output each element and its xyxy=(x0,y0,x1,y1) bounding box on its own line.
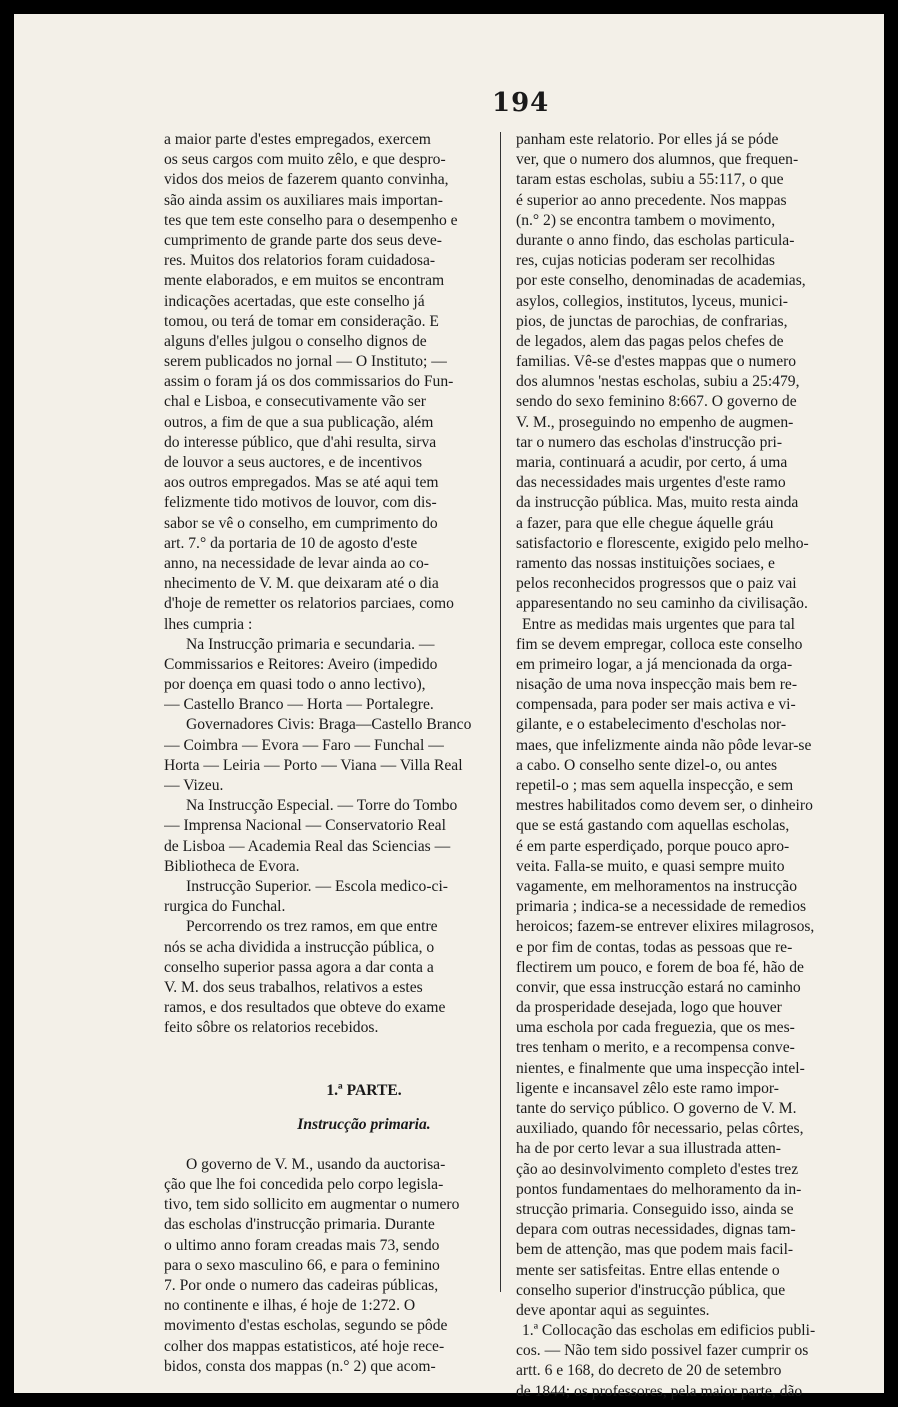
text-line: ramento das nossas instituições sociaes, e xyxy=(516,554,775,572)
text-line: Na Instrucção primaria e secundaria. — xyxy=(186,635,435,653)
text-line: de legados, alem das pagas pelos chefes de xyxy=(516,332,784,350)
text-line: das necessidades mais urgentes d'este ramo xyxy=(516,474,786,492)
text-line: res, cujas noticias poderam ser recolhidas xyxy=(516,252,775,270)
text-line: tar o numero das escholas d'instrucção pri- xyxy=(516,433,783,451)
text-line: a fazer, para que elle chegue áquelle gráu xyxy=(516,514,774,532)
text-line: a maior parte d'estes empregados, exercem xyxy=(164,131,431,148)
text-line: compensada, para poder ser mais activa e vi- xyxy=(516,696,796,714)
text-line: rurgica do Funchal. xyxy=(164,898,286,916)
text-line: vidos dos meios de fazerem quanto convinha, xyxy=(164,171,449,189)
text-line: panham este relatorio. Por elles já se póde xyxy=(516,131,779,148)
text-line: satisfactorio e florescente, exigido pelo melho- xyxy=(516,534,809,552)
text-line: convir, que essa instrucção estará no caminho xyxy=(516,978,801,996)
text-line: maria, continuará a acudir, por certo, á uma xyxy=(516,454,788,471)
text-line: colher dos mappas estatisticos, até hoje rece- xyxy=(164,1337,445,1355)
text-line: uma eschola por cada freguezia, que os mes- xyxy=(516,1019,795,1037)
text-line: conselho superior d'instrucção pública, que xyxy=(516,1281,786,1299)
text-line: vagamente, em melhoramentos na instrucção xyxy=(516,877,798,895)
text-line: deve apontar aqui as seguintes. xyxy=(516,1301,710,1319)
text-line: ha de por certo levar a sua illustrada atten- xyxy=(516,1140,781,1158)
text-line: Instrucção Superior. — Escola medico-ci- xyxy=(186,877,448,895)
text-line: felizmente tido motivos de louvor, com dis- xyxy=(164,494,437,512)
text-line: sendo do sexo feminino 8:667. O governo de xyxy=(516,393,797,411)
text-line: heroicos; fazem-se entrever elixires milagrosos, xyxy=(516,918,815,936)
text-line: flectirem um pouco, e forem de boa fé, hão de xyxy=(516,958,804,976)
text-line: mente ser satisfeitas. Entre ellas entende o xyxy=(516,1261,780,1279)
text-line: assim o foram já os dos commissarios do Fun- xyxy=(164,373,454,391)
text-line: tivo, tem sido sollicito em augmentar o numero xyxy=(164,1196,460,1214)
text-line: é superior ao anno precedente. Nos mappas xyxy=(516,191,787,209)
text-line: indicações acertadas, que este conselho já xyxy=(164,292,425,310)
text-line: de Lisboa — Academia Real das Sciencias — xyxy=(164,837,451,855)
text-line: pios, de junctas de parochias, de confrarias, xyxy=(516,312,788,330)
text-line: nientes, e finalmente que uma inspecção intel- xyxy=(516,1059,805,1077)
text-line: V. M., proseguindo no empenho de augmen- xyxy=(516,413,794,431)
text-line: — Vizeu. xyxy=(164,777,224,794)
text-line: tante do serviço público. O governo de V. M. xyxy=(516,1100,797,1117)
text-line: do interesse público, que d'ahi resulta, sirva xyxy=(164,433,437,451)
text-line: pontos fundamentaes do melhoramento da in- xyxy=(516,1180,802,1198)
text-line: anno, na necessidade de levar ainda ao co- xyxy=(164,554,429,572)
text-line: apparesentando no seu caminho da civilisação. xyxy=(516,595,808,613)
text-line: sabor se vê o conselho, em cumprimento do xyxy=(164,514,438,532)
text-line: chal e Lisboa, e consecutivamente vão ser xyxy=(164,393,426,411)
text-line: pelos reconhecidos progressos que o paiz vai xyxy=(516,575,797,593)
text-line: mestres habilitados como devem ser, o dinheiro xyxy=(516,797,813,815)
text-line: a cabo. O conselho sente dizel-o, ou antes xyxy=(516,756,778,774)
text-line: os seus cargos com muito zêlo, e que despro- xyxy=(164,151,446,169)
left-text-block-a xyxy=(164,130,504,635)
text-line: serem publicados no jornal — O Instituto; — xyxy=(164,353,447,371)
text-line: cos. — Não tem sido possivel fazer cumprir os xyxy=(516,1342,809,1360)
text-line: familias. Vê-se d'estes mappas que o numero xyxy=(516,353,797,371)
part-subtitle: Instrucção primaria. xyxy=(297,1115,431,1133)
text-line: da prosperidade desejada, logo que houver xyxy=(516,999,782,1017)
text-line: ramos, e dos resultados que obteve do exame xyxy=(164,999,446,1017)
text-line: bidos, consta dos mappas (n.° 2) que acom- xyxy=(164,1357,436,1375)
text-line: res. Muitos dos relatorios foram cuidadosa- xyxy=(164,252,436,270)
right-text-block xyxy=(500,130,840,1402)
text-line: (n.° 2) se encontra tambem o movimento, xyxy=(516,211,776,229)
text-line: são ainda assim os auxiliares mais importan- xyxy=(164,191,443,209)
text-line: Commissarios e Reitores: Aveiro (impedido xyxy=(164,655,438,673)
text-line: Bibliotheca de Evora. xyxy=(164,857,300,875)
scanned-page xyxy=(14,14,884,1400)
text-line: Na Instrucção Especial. — Torre do Tombo xyxy=(186,797,458,815)
text-line: ção ao desinvolvimento completo d'estes trez xyxy=(516,1160,799,1178)
text-line: ção que lhe foi concedida pelo corpo legisla- xyxy=(164,1176,444,1193)
text-line: asylos, collegios, institutos, lyceus, munici- xyxy=(516,292,788,310)
text-line: é em parte esperdiçado, porque pouco apro- xyxy=(516,837,790,855)
text-line: que se está gastando com aquellas escholas, xyxy=(516,817,790,835)
text-line: tomou, ou terá de tomar em consideração. E xyxy=(164,312,439,330)
text-line: O governo de V. M., usando da auctorisa- xyxy=(186,1155,446,1173)
text-line: veita. Falla-se muito, e quasi sempre muito xyxy=(516,857,785,875)
left-column xyxy=(164,130,504,1377)
text-line: de 1844; os professores, pela maior parte, dão xyxy=(516,1382,803,1400)
text-line: Entre as medidas mais urgentes que para tal xyxy=(522,615,795,633)
text-line: lhes cumpria : xyxy=(164,615,253,633)
text-line: tes que tem este conselho para o desempenho e xyxy=(164,211,458,229)
text-line: — Coimbra — Evora — Faro — Funchal — xyxy=(164,736,444,754)
text-line: gilante, e o estabelecimento d'escholas nor- xyxy=(516,716,787,734)
text-line: alguns d'elles julgou o conselho dignos de xyxy=(164,332,427,350)
text-line: d'hoje de remetter os relatorios parciaes, como xyxy=(164,595,454,613)
text-line: durante o anno findo, das escholas particula- xyxy=(516,231,795,249)
text-line: depara com outras necessidades, dignas tam- xyxy=(516,1221,796,1239)
text-line: 7. Por onde o numero das cadeiras públicas, xyxy=(164,1276,439,1294)
left-text-block-c xyxy=(164,1155,504,1377)
text-line: cumprimento de grande parte dos seus deve- xyxy=(164,231,442,249)
text-line: no continente e ilhas, é hoje de 1:272. O xyxy=(164,1297,416,1315)
text-line: Horta — Leiria — Porto — Viana — Villa Real xyxy=(164,756,463,774)
text-line: ver, que o numero dos alumnos, que frequen- xyxy=(516,151,799,169)
text-line: dos alumnos 'nestas escholas, subiu a 25:479, xyxy=(516,373,800,391)
page-number: 194 xyxy=(492,88,550,118)
text-line: bem de attenção, mas que podem mais facil- xyxy=(516,1241,794,1259)
text-line: fim se devem empregar, colloca este conselho xyxy=(516,635,803,653)
text-line: artt. 6 e 168, do decreto de 20 de setembro xyxy=(516,1362,782,1380)
text-line: nisação de uma nova inspecção mais bem re- xyxy=(516,676,798,694)
text-line: por doença em quasi todo o anno lectivo), xyxy=(164,676,426,694)
text-line: ligente e incansavel zêlo este ramo impor- xyxy=(516,1079,779,1097)
text-line: para o sexo masculino 66, e para o feminino xyxy=(164,1256,440,1274)
text-line: strucção primaria. Conseguido isso, ainda se xyxy=(516,1200,794,1218)
text-line: de louvor a seus auctores, e de incentivos xyxy=(164,454,423,471)
text-line: conselho superior passa agora a dar conta a xyxy=(164,958,434,976)
part-title: 1.ª PARTE. xyxy=(326,1081,402,1099)
text-line: das escholas d'instrucção primaria. Durante xyxy=(164,1216,435,1234)
text-line: repetil-o ; mas sem aquella inspecção, e sem xyxy=(516,777,794,794)
text-line: aos outros empregados. Mas se até aqui tem xyxy=(164,474,439,492)
text-line: em primeiro logar, a já mencionada da orga- xyxy=(516,655,793,673)
text-line: por este conselho, denominadas de academias, xyxy=(516,272,806,290)
right-column xyxy=(500,130,840,1402)
text-line: V. M. dos seus trabalhos, relativos a estes xyxy=(164,978,423,996)
text-line: nhecimento de V. M. que deixaram até o dia xyxy=(164,575,439,593)
text-line: o ultimo anno foram creadas mais 73, sendo xyxy=(164,1236,440,1254)
text-line: e por fim de contas, todas as pessoas que re- xyxy=(516,938,793,956)
text-line: da instrucção pública. Mas, muito resta ainda xyxy=(516,494,799,512)
text-line: — Imprensa Nacional — Conservatorio Real xyxy=(164,817,446,835)
text-line: nós se acha dividida a instrucção pública, o xyxy=(164,938,435,956)
text-line: Percorrendo os trez ramos, em que entre xyxy=(186,918,438,936)
text-line: art. 7.° da portaria de 10 de agosto d'este xyxy=(164,534,418,552)
text-line: Governadores Civis: Braga—Castello Branco xyxy=(186,716,472,734)
text-line: mente elaborados, e em muitos se encontram xyxy=(164,272,445,290)
text-line: auxiliado, quando fôr necessario, pelas côrtes, xyxy=(516,1120,804,1138)
text-line: feito sôbre os relatorios recebidos. xyxy=(164,1019,379,1037)
text-line: taram estas escholas, subiu a 55:117, o que xyxy=(516,171,784,189)
text-line: — Castello Branco — Horta — Portalegre. xyxy=(164,696,434,714)
text-line: maes, que infelizmente ainda não pôde levar-se xyxy=(516,736,812,754)
text-line: movimento d'estas escholas, segundo se pôde xyxy=(164,1317,448,1335)
text-line: tres tenham o merito, e a recompensa conve- xyxy=(516,1039,795,1057)
text-line: primaria ; indica-se a necessidade de remedios xyxy=(516,898,807,916)
left-text-block-b xyxy=(164,635,504,1039)
text-line: 1.ª Collocação das escholas em edificios publi- xyxy=(522,1322,816,1340)
text-line: outros, a fim de que a sua publicação, além xyxy=(164,413,434,431)
